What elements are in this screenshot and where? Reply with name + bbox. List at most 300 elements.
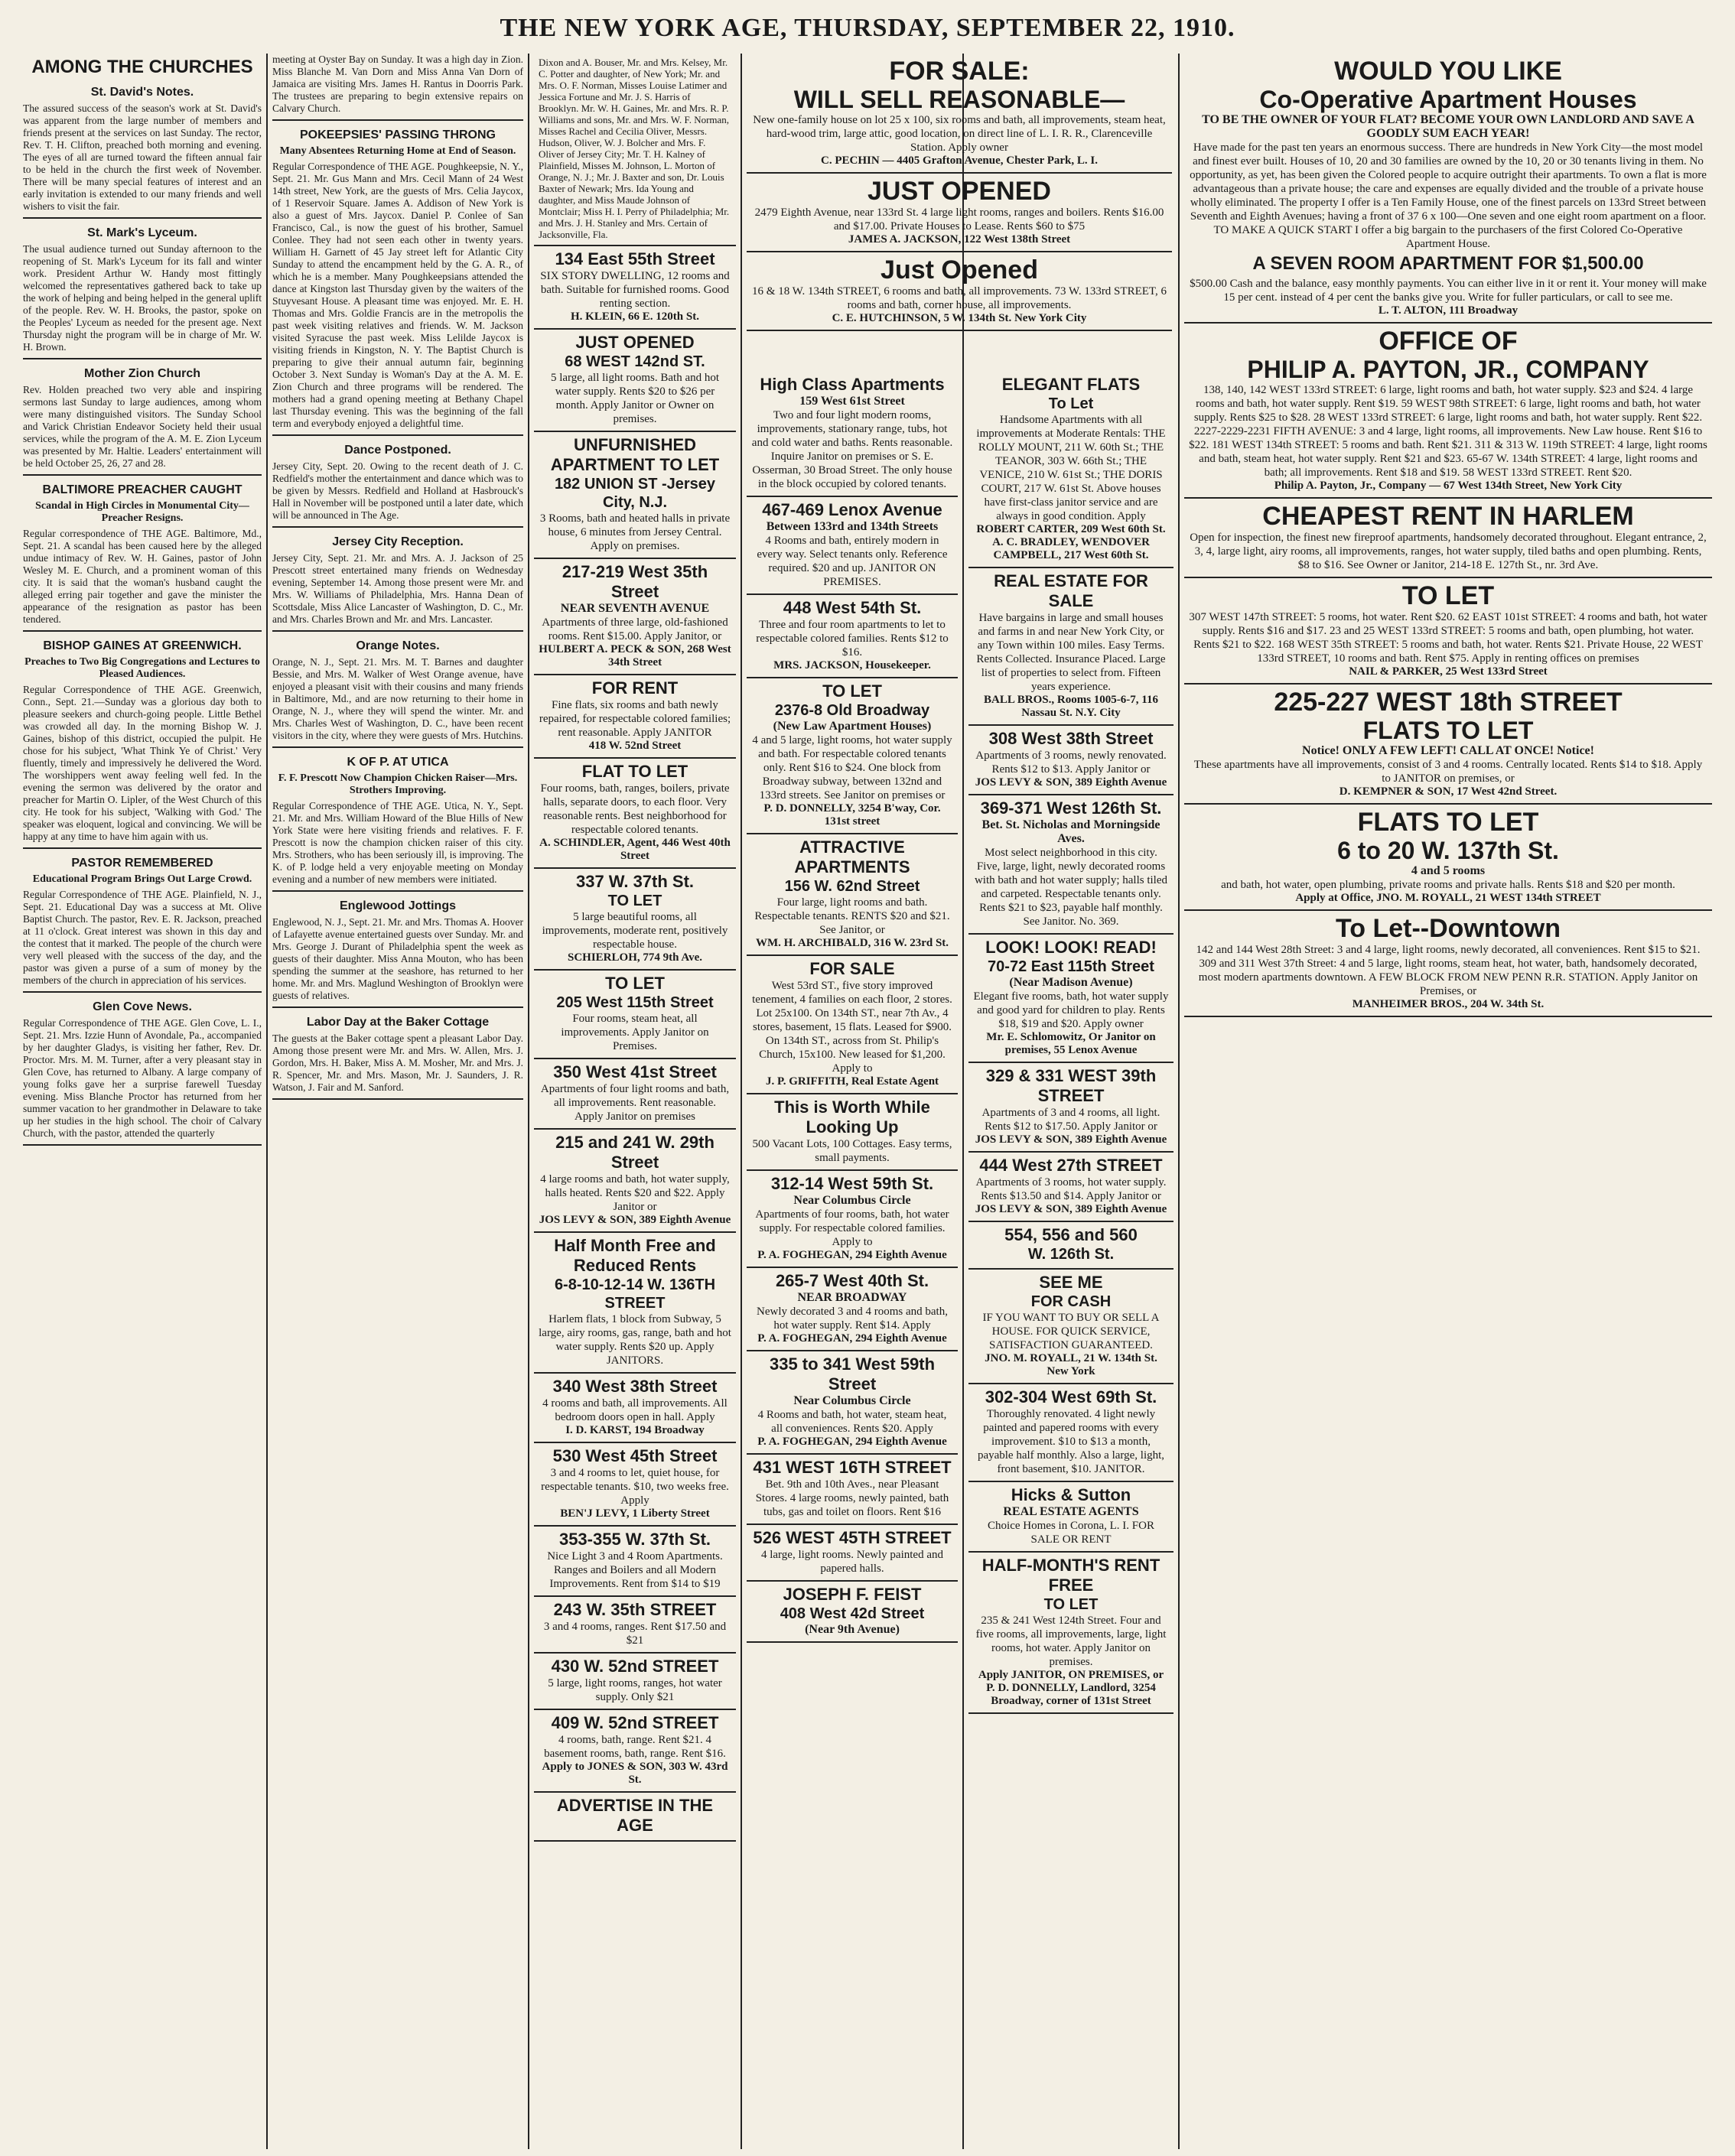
article-title: St. Mark's Lyceum. bbox=[87, 226, 197, 239]
classified-ad bbox=[747, 252, 1172, 331]
ad-title: 312-14 West 59th St. bbox=[770, 1174, 934, 1193]
ad-body: 3 and 4 rooms, ranges. Rent $17.50 and $21 bbox=[543, 1621, 727, 1647]
divider bbox=[23, 1144, 262, 1146]
ad-body: Four rooms, bath, ranges, boilers, private halls, separate doors, to each floor. Very reasonable rents. Best neighborhood for respectable colored tenants. bbox=[540, 782, 730, 836]
article-text: The guests at the Baker cottage spent a pleasant Labor Day. Among those present were Mr. and Mrs. W. Allen, Mrs. J. Gordon, Mrs. H. Baker, Miss A. M. Mosher, Mr. and Mrs. J. R. Spencer, Mr. and Mrs. Mason, Mr. J. Saunders, J. R. Watson, J. Fair and M. Sanford. bbox=[272, 1032, 523, 1093]
ad-body: 5 large beautiful rooms, all improvements, moderate rent, positively respectable house. bbox=[542, 911, 728, 951]
article-text: Jersey City, Sept. 21. Mr. and Mrs. A. J. Jackson of 25 Prescott street entertained many friends on Wednesday evening, September 14. Among those present were Mr. and Mrs. W. Williams of Philadelphia, Mrs. Hanna Dean of Scottsdale, Miss Alice Lancaster of Washington, D. C., Mr. and Mrs. Charles Brown and Mr. and Mrs. Lancaster. bbox=[272, 552, 523, 625]
ad-body: $500.00 Cash and the balance, easy monthly payments. You can either live in it or rent it. Your money will make 15 per cent. instead of 4 per cent the banks give you. Write for fuller particulars, or call to see me. bbox=[1190, 278, 1707, 304]
ad-title-2: PHILIP A. PAYTON, JR., COMPANY bbox=[1247, 356, 1649, 383]
ad-title: To Let--Downtown bbox=[1336, 914, 1561, 943]
ad-body: SIX STORY DWELLING, 12 rooms and bath. Suitable for furnished rooms. Good renting section. bbox=[540, 270, 730, 310]
divider bbox=[272, 1098, 523, 1100]
classified-ad bbox=[747, 1455, 958, 1525]
column-rule bbox=[528, 54, 529, 2149]
ad-title: 448 West 54th St. bbox=[783, 598, 922, 617]
article-subtitle: F. F. Prescott Now Champion Chicken Raiser—Mrs. Strothers Improving. bbox=[278, 772, 518, 796]
ad-title: High Class Apartments bbox=[760, 375, 945, 394]
classified-ad bbox=[1184, 911, 1712, 1017]
classified-ad bbox=[534, 869, 736, 971]
ad-agent: JOS LEVY & SON, 389 Eighth Avenue bbox=[539, 1214, 731, 1226]
classified-ad bbox=[968, 1270, 1173, 1384]
article-text: meeting at Oyster Bay on Sunday. It was a high day in Zion. Miss Blanche M. Van Dorn and Miss Anna Van Dorn of Jamaica are visiting Mrs. James H. Rantus in Doorris Park. The trustees are preparing to begin extensive repairs on Calvary Church. bbox=[272, 54, 523, 114]
ad-title-2: WILL SELL REASONABLE— bbox=[793, 86, 1125, 113]
ad-title-2: 6-8-10-12-14 W. 136TH STREET bbox=[554, 1276, 716, 1312]
classified-ad bbox=[534, 330, 736, 432]
ad-body: 142 and 144 West 28th Street: 3 and 4 large, light rooms, newly decorated, all conveniences. Rent $15 to $21. 309 and 311 West 37th Street: 4 and 5 large, light rooms, steam heat, hot water, bath, handsomely decorated, most modern apartments downtown. A FEW BLOCK FROM NEW PENN R.R. STATION. Apply Janitor on Premises, or bbox=[1196, 944, 1701, 997]
article bbox=[272, 1016, 523, 1100]
ad-body: 4 Rooms and bath, entirely modern in every way. Select tenants only. Reference required. $20 and up. JANITOR ON PREMISES. bbox=[757, 535, 948, 588]
ad-agent: JOS LEVY & SON, 389 Eighth Avenue bbox=[975, 776, 1167, 789]
classified-ad bbox=[968, 795, 1173, 935]
classified-ad bbox=[534, 1710, 736, 1793]
ad-agent: L. T. ALTON, 111 Broadway bbox=[1378, 304, 1519, 317]
ad-title-2: TO LET bbox=[607, 893, 662, 909]
ad-body: IF YOU WANT TO BUY OR SELL A HOUSE. FOR QUICK SERVICE, SATISFACTION GUARANTEED. bbox=[982, 1312, 1160, 1351]
article bbox=[23, 1000, 262, 1146]
classified-ad bbox=[534, 675, 736, 759]
ad-title: JOSEPH F. FEIST bbox=[783, 1585, 922, 1604]
ad-title: This is Worth While Looking Up bbox=[774, 1098, 930, 1137]
article-text: The assured success of the season's work at St. David's was apparent from the large number of members and friends present at the services on last Sunday. The rector, Rev. T. H. Clifton, preached both morning and evening. The eyes of all are turned toward the fifteen annual fair to be held in the church the first week of November. There will be many special features of interest and an early invitation is extended to our many friends and well wishers to visit the fair. bbox=[23, 102, 262, 212]
ad-subtitle: 4 and 5 rooms bbox=[1411, 864, 1486, 877]
article-title: Labor Day at the Baker Cottage bbox=[306, 1016, 490, 1029]
article-text: The usual audience turned out Sunday afternoon to the reopening of St. Mark's Lyceum for its fall and winter work. President Arthur W. Handy most fittingly welcomed the representatives gathered back to take up the work of helping and being helped in the general uplift of the people. Rev. W. H. Brooks, the pastor, spoke on the Peoples' Lyceum as needed for the present age. Next Thursday night the program will be in charge of Mr. W. H. Brown. bbox=[23, 243, 262, 353]
article-subtitle: Many Absentees Returning Home at End of Season. bbox=[279, 145, 516, 157]
article-title: BISHOP GAINES AT GREENWICH. bbox=[43, 639, 242, 652]
column-2 bbox=[272, 54, 523, 2149]
classified-ad bbox=[534, 759, 736, 869]
ad-title: REAL ESTATE FOR SALE bbox=[994, 571, 1148, 610]
classified-ad bbox=[747, 1582, 958, 1643]
ad-agent: Apply to JONES & SON, 303 W. 43rd St. bbox=[542, 1761, 728, 1786]
ad-body: 235 & 241 West 124th Street. Four and five rooms, all improvements, large, light rooms, hot water. Apply Janitor on premises. bbox=[975, 1615, 1167, 1668]
article-title: Dance Postponed. bbox=[344, 444, 451, 457]
classified-ad bbox=[1184, 324, 1712, 499]
column-rule bbox=[962, 54, 964, 2149]
classified-ad bbox=[534, 1059, 736, 1130]
article-title: POKEEPSIES' PASSING THRONG bbox=[300, 128, 496, 141]
classified-ad bbox=[534, 1443, 736, 1527]
ad-body: and bath, hot water, open plumbing, private rooms and private halls. Rents $18 and $20 per month. bbox=[1221, 879, 1675, 891]
article-subtitle: Preaches to Two Big Congregations and Lectures to Pleased Audiences. bbox=[24, 656, 260, 680]
ad-title-2: To Let bbox=[1048, 395, 1094, 412]
ad-title: 217-219 West 35th Street bbox=[562, 562, 708, 601]
ad-body: Fine flats, six rooms and bath newly repaired, for respectable colored families; rent reasonable. Apply JANITOR bbox=[539, 699, 731, 739]
ad-title-2: 408 West 42d Street bbox=[780, 1605, 925, 1622]
ad-title-2: 205 West 115th Street bbox=[556, 994, 714, 1011]
divider bbox=[272, 746, 523, 748]
ad-body: 138, 140, 142 WEST 133rd STREET: 6 large, light rooms and bath, hot water supply. $23 and $24. 4 large rooms and bath, hot water supply. Rent $19. 59 WEST 98th STREET: 6 large, light rooms and bath, hot water supply. Rents $25 to $28. 28 WEST 133rd STREET: 6 large, light rooms and bath, hot water supply. Rent $22. 2227-2229-2231 FIFTH AVENUE: 3 and 4 large, light rooms, all improvements. New Law house. Rent $16 to $22. 181 WEST 134th STREET: 5 rooms and bath. Rent $21. 311 & 313 W. 119th STREET: 4 large, light rooms and bath, steam heat, hot water supply. Rent $21 and $23. 65-67 W. 134th STREET: 4 large, light rooms and bath; all improvements. Rent $18 and $19. 58 WEST 133rd STREET. Rent $20. bbox=[1189, 384, 1707, 479]
ad-body: 4 rooms, bath, range. Rent $21. 4 basement rooms, bath, range. Rent $16. bbox=[544, 1734, 726, 1760]
article bbox=[272, 128, 523, 436]
ad-title-2: 156 W. 62nd Street bbox=[784, 878, 920, 895]
ad-body: 4 Rooms and bath, hot water, steam heat, all conveniences. Rents $20. Apply bbox=[757, 1409, 947, 1435]
classified-ad bbox=[747, 1268, 958, 1351]
article-text: Regular Correspondence of THE AGE. Plainfield, N. J., Sept. 21. Educational Day was a success at Mt. Olive Baptist Church. The pastor, Rev. E. R. Jackson, preached at 11 o'clock. Great interest was shown in this day and the contest that it marked. The people of the church were very well pleased with the success of the day, and the pastor was given a purse of a sum of money by the members of the church in appreciation of his services. bbox=[23, 889, 262, 986]
ad-agent: NAIL & PARKER, 25 West 133rd Street bbox=[1349, 665, 1548, 678]
divider bbox=[272, 630, 523, 632]
classified-ad bbox=[747, 1094, 958, 1171]
ad-body: 3 Rooms, bath and heated halls in private house, 6 minutes from Jersey Central. Apply on premises. bbox=[539, 512, 731, 552]
classified-ad bbox=[747, 956, 958, 1094]
article bbox=[23, 86, 262, 219]
classified-ad bbox=[968, 1153, 1173, 1222]
ad-subtitle: (Near Madison Avenue) bbox=[1009, 976, 1133, 989]
classified-ad bbox=[1184, 805, 1712, 911]
ad-body: Four large, light rooms and bath. Respectable tenants. RENTS $20 and $21. See Janitor, or bbox=[754, 896, 950, 936]
ad-agent: P. A. FOGHEGAN, 294 Eighth Avenue bbox=[757, 1332, 947, 1345]
ad-body: Four rooms, steam heat, all improvements. Apply Janitor on Premises. bbox=[561, 1013, 709, 1052]
ad-agent: HULBERT A. PECK & SON, 268 West 34th Street bbox=[539, 643, 731, 668]
ad-title: 530 West 45th Street bbox=[552, 1446, 718, 1465]
ad-title: 337 W. 37th St. bbox=[575, 872, 695, 891]
ad-title: TO LET bbox=[1401, 581, 1495, 610]
classified-ad bbox=[968, 1384, 1173, 1482]
ad-agent: Philip A. Payton, Jr., Company — 67 West 134th Street, New York City bbox=[1274, 480, 1623, 492]
divider bbox=[23, 847, 262, 849]
article-text: Englewood, N. J., Sept. 21. Mr. and Mrs. Thomas A. Hoover of Lafayette avenue entertained guests over Sunday. Mr. and Mrs. George J. Durant of Philadelphia spent the week as guests of their daughter. Miss Anna Mouton, who has been spending the summer at the seashore, has returned to her home. Mr. and Mrs. Maglund Weshington of Brooklyn were guests of relatives. bbox=[272, 916, 523, 1001]
ad-agent: H. KLEIN, 66 E. 120th St. bbox=[571, 311, 699, 323]
article-text: Regular Correspondence of THE AGE. Glen Cove, L. I., Sept. 21. Mrs. Izzie Hunn of Avondale, Pa., accompanied by her daughter Gladys, is visiting her father, Rev. Dr. Proctor. Mrs. M. M. Turner, after a very pleasant stay in Glen Cove, has returned to Albany. A large company of young folks gave her a surprise farewell Tuesday evening. Miss Blanche Proctor has returned from her summer vacation to her grandmother in Delaware to take up her studies in the high school. The choir of Calvary Church, with the pastor, attended the quarterly bbox=[23, 1017, 262, 1139]
ad-agent: P. D. DONNELLY, 3254 B'way, Cor. 131st street bbox=[763, 802, 941, 828]
article-title: Orange Notes. bbox=[356, 639, 440, 652]
ad-title: 350 West 41st Street bbox=[553, 1062, 717, 1081]
article-subtitle: Educational Program Brings Out Large Crowd. bbox=[32, 873, 252, 885]
ad-body: 500 Vacant Lots, 100 Cottages. Easy terms, small payments. bbox=[752, 1138, 952, 1164]
ad-title: FOR RENT bbox=[591, 678, 679, 698]
ad-title-2: FOR CASH bbox=[1030, 1293, 1112, 1310]
classified-ad bbox=[968, 1482, 1173, 1553]
article-text: Regular Correspondence of THE AGE. Greenwich, Conn., Sept. 21.—Sunday was a glorious day both to pleasure seekers and church-going people. Little Bethel was crowded all day. In the morning Bishop W. J. Gaines, bishop of this district, occupied the pulpit. He chose for his subject, 'What Think Ye of Christ.' Very fluently, timely and impressively he delivered the Word. The worshippers went away feeling well fed. In the evening the sermon was delivered by the orator and preacher for Martin O. Lipler, of the West Church of this city. He took for his subject, 'Walking with God.' The speaker was eloquent, logical and convincing. We will be happy at any time to have him again with us. bbox=[23, 684, 262, 842]
ad-agent: JNO. M. ROYALL, 21 W. 134th St. New York bbox=[985, 1352, 1157, 1377]
column-3 bbox=[534, 54, 736, 2149]
ad-body: These apartments have all improvements, consist of 3 and 4 rooms. Centrally located. Rents $14 to $18. Apply to JANITOR on premises, or bbox=[1193, 759, 1703, 785]
section-title: AMONG THE CHURCHES bbox=[31, 57, 253, 77]
ad-body: Harlem flats, 1 block from Subway, 5 large, airy rooms, gas, range, bath and hot water supply. Rents $20 up. Apply JANITORS. bbox=[539, 1313, 731, 1367]
divider bbox=[272, 890, 523, 892]
column-4-top bbox=[747, 54, 1172, 367]
classified-ad bbox=[747, 54, 1172, 174]
classified-ad bbox=[747, 497, 958, 595]
classified-ad bbox=[534, 1233, 736, 1374]
ad-title: FOR SALE: bbox=[889, 57, 1030, 86]
classified-ad bbox=[968, 935, 1173, 1063]
article-title: Englewood Jottings bbox=[340, 899, 456, 912]
article bbox=[272, 54, 523, 121]
article-text: Orange, N. J., Sept. 21. Mrs. M. T. Barnes and daughter Bessie, and Mrs. M. Walker of West Orange avenue, have enjoyed a pleasant visit with their cousins and many friends in Baltimore, Md., and are now returning to their home in Orange, N. J., where they will spend the winter. Mr. and Mrs. Charles West of Washington, D. C., have been recent visitors in the city, where they were guests of Mrs. Hutchins. bbox=[272, 656, 523, 741]
ad-title: JUST OPENED bbox=[868, 177, 1051, 206]
article-text: Regular Correspondence of THE AGE. Poughkeepsie, N. Y., Sept. 21. Mr. Gus Mann and Mrs. Cecil Mann of 24 West 14th street, New York, are the guests of Mrs. Celia Jaycox, of 1 Reservoir Square. James A. Addison of New York is also a guest of Mrs. Jaycox. Daniel P. Conlee of San Francisco, Cal., is now the guest of his brother, Samuel Conlee. They had not seen each other in twenty years. William H. Garnett of 45 Jay street left for Atlantic City Sunday to attend the encampment held by the G. A. R., of which he is a member. Many Poughkeepsians attended the dance at Kingston last Thursday given by the waiters of the Stuyvesant House. A pleasant time was enjoyed. Mr. E. H. Thomas and Mrs. Goldie Francis are in the metropolis the past week visiting relatives and friends. W. M. Jackson visited Syracuse the past week. Miss Lelilde Jaycox is visiting friends in Kingston, N. Y. The Baptist Church is preparing to give their annual autumn fair, beginning October 3. Next Sunday is Woman's Day at the A. M. E. Zion Church and three programs will be rendered. The mothers had a grand opening meeting at Bethany Chapel last Thursday evening. This was the beginning of the fall term and everybody enjoyed a delightful time. bbox=[272, 161, 523, 429]
ad-title-2: 70-72 East 115th Street bbox=[988, 958, 1154, 975]
ad-title: ATTRACTIVE APARTMENTS bbox=[794, 837, 910, 876]
classified-ad bbox=[968, 568, 1173, 726]
classified-ad bbox=[968, 372, 1173, 568]
ad-subtitle: NEAR SEVENTH AVENUE bbox=[560, 602, 710, 615]
ad-agent: BALL BROS., Rooms 1005-6-7, 116 Nassau St. N.Y. City bbox=[984, 694, 1158, 719]
column-6 bbox=[1184, 54, 1712, 2149]
classified-ad bbox=[747, 834, 958, 956]
classified-ad bbox=[534, 1130, 736, 1233]
ad-title: 302-304 West 69th St. bbox=[985, 1387, 1157, 1406]
article-title: Mother Zion Church bbox=[84, 367, 200, 380]
classified-ad bbox=[968, 1553, 1173, 1714]
divider bbox=[23, 217, 262, 219]
ad-agent: P. A. FOGHEGAN, 294 Eighth Avenue bbox=[757, 1436, 947, 1448]
classified-ad bbox=[1184, 578, 1712, 685]
ad-agent: 418 W. 52nd Street bbox=[588, 740, 682, 752]
classified-ad bbox=[534, 1527, 736, 1597]
article-title: PASTOR REMEMBERED bbox=[71, 857, 213, 870]
classified-ad bbox=[747, 1525, 958, 1582]
ad-title: 554, 556 and 560 bbox=[1004, 1225, 1138, 1244]
ad-subtitle: (New Law Apartment Houses) bbox=[773, 720, 932, 733]
ad-title: 340 West 38th Street bbox=[552, 1377, 718, 1396]
ad-title-2: W. 126th St. bbox=[1027, 1246, 1115, 1263]
ad-body: 5 large, light rooms, ranges, hot water supply. Only $21 bbox=[548, 1677, 722, 1703]
ad-body: Elegant five rooms, bath, hot water supply and good yard for children to play. Rents $18, $19 and $20. Apply owner bbox=[973, 990, 1169, 1030]
ad-body: Most select neighborhood in this city. Five, large, light, newly decorated rooms with bath and hot water supply; halls tiled and carpeted. Respectable tenants only. Rents $21 to $23, payable half monthly. See Janitor. No. 369. bbox=[974, 847, 1168, 928]
classified-ad bbox=[747, 174, 1172, 252]
ad-subtitle: (Near 9th Avenue) bbox=[805, 1623, 900, 1636]
ad-title: SEE ME bbox=[1039, 1273, 1103, 1292]
ad-agent: P. A. FOGHEGAN, 294 Eighth Avenue bbox=[757, 1249, 947, 1261]
ad-title: TO LET bbox=[605, 974, 665, 993]
ad-body: Handsome Apartments with all improvements at Moderate Rentals: THE ROLLY MOUNT, 211 W. 60th St.; THE TEANOR, 303 W. 66th St.; THE VENICE, 210 W. 61st St.; THE DORIS COURT, 217 W. 61st St. Above houses have first-class janitor service and are always in good condition. Apply bbox=[976, 414, 1166, 522]
ad-title-2: 6 to 20 W. 137th St. bbox=[1337, 837, 1559, 864]
ad-agent: MANHEIMER BROS., 204 W. 34th St. bbox=[1352, 998, 1545, 1010]
ad-title: 369-371 West 126th St. bbox=[980, 798, 1162, 818]
ad-title: WOULD YOU LIKE bbox=[1334, 57, 1562, 86]
ad-title: FLATS TO LET bbox=[1357, 808, 1539, 837]
ad-title: JUST OPENED bbox=[575, 333, 695, 352]
column-4 bbox=[747, 372, 958, 2149]
ad-agent: I. D. KARST, 194 Broadway bbox=[565, 1424, 705, 1436]
ad-body: 4 large rooms and bath, hot water supply, halls heated. Rents $20 and $22. Apply Janitor or bbox=[540, 1173, 730, 1213]
classified-ad bbox=[747, 1351, 958, 1455]
article bbox=[23, 226, 262, 359]
ad-subtitle: 159 West 61st Street bbox=[799, 395, 905, 408]
ad-title: 430 W. 52nd STREET bbox=[551, 1657, 719, 1676]
article-text: Regular Correspondence of THE AGE. Utica, N. Y., Sept. 21. Mr. and Mrs. William Howard of the Blue Hills of New York State were here visiting friends and relatives. F. F. Prescott is now the champion chicken raiser of this city. Mrs. Strothers, who has been seriously ill, is improving. The K. of P. lodge held a very enjoyable meeting on Monday evening and a number of new members were initiated. bbox=[272, 800, 523, 885]
classified-ad bbox=[1184, 499, 1712, 578]
classified-ad bbox=[534, 246, 736, 330]
ad-body: Thoroughly renovated. 4 light newly painted and papered rooms with every improvement. $10 to $13 a month, payable half monthly. Also a large, light, front basement, $10. JANITOR. bbox=[977, 1408, 1165, 1475]
ad-body: 3 and 4 rooms to let, quiet house, for respectable tenants. $10, two weeks free. Apply bbox=[541, 1467, 729, 1507]
ad-title: 335 to 341 West 59th Street bbox=[769, 1354, 936, 1393]
ad-subtitle: NEAR BROADWAY bbox=[797, 1291, 907, 1304]
ad-agent: D. KEMPNER & SON, 17 West 42nd Street. bbox=[1339, 785, 1558, 798]
ad-body: Three and four room apartments to let to respectable colored families. Rents $12 to $16. bbox=[756, 619, 949, 659]
ad-title: HALF-MONTH'S RENT FREE bbox=[981, 1556, 1160, 1595]
article-title: K OF P. AT UTICA bbox=[347, 756, 449, 769]
ad-agent: SCHIERLOH, 774 9th Ave. bbox=[568, 951, 702, 964]
ad-agent: WM. H. ARCHIBALD, 316 W. 23rd St. bbox=[755, 937, 949, 949]
ad-agent: BEN'J LEVY, 1 Liberty Street bbox=[560, 1507, 710, 1520]
divider bbox=[272, 526, 523, 528]
article bbox=[272, 444, 523, 528]
ad-title-2: 182 UNION ST -Jersey City, N.J. bbox=[554, 476, 716, 511]
article-text: Jersey City, Sept. 20. Owing to the recent death of J. C. Redfield's mother the entertainment and dance which was to be given by Messrs. Redfield and Holland at Hasbrouck's Hall in November will be postponed until a later date, which will be announced in The Age. bbox=[272, 460, 523, 521]
ad-title: 243 W. 35th STREET bbox=[553, 1600, 717, 1619]
ad-title: FOR SALE bbox=[809, 959, 895, 978]
divider bbox=[272, 1006, 523, 1008]
divider bbox=[272, 119, 523, 121]
ad-subtitle: Near Columbus Circle bbox=[793, 1194, 911, 1207]
column-rule bbox=[266, 54, 268, 2149]
ad-title: 225-227 WEST 18th STREET bbox=[1274, 688, 1623, 717]
ad-agent: Apply JANITOR, ON PREMISES, or P. D. DONNELLY, Landlord, 3254 Broadway, corner of 131st Street bbox=[978, 1669, 1164, 1707]
article bbox=[272, 639, 523, 748]
ad-title: 215 and 241 W. 29th Street bbox=[555, 1133, 715, 1172]
article-title: St. David's Notes. bbox=[90, 86, 194, 99]
classified-ad bbox=[534, 1793, 736, 1842]
classified-ad bbox=[534, 971, 736, 1059]
ad-body: 16 & 18 W. 134th STREET, 6 rooms and bath, all improvements. 73 W. 133rd STREET, 6 rooms and bath, corner house, all improvements. bbox=[752, 285, 1167, 311]
ad-body: Apartments of four light rooms and bath, all improvements. Rent reasonable. Apply Janitor on premises bbox=[540, 1083, 730, 1123]
classified-ad bbox=[534, 1597, 736, 1654]
ad-body: 2479 Eighth Avenue, near 133rd St. 4 large light rooms, ranges and boilers. Rents $16.00 and $17.00. Private Houses to Lease. Rents $60 to $75 bbox=[754, 206, 1164, 233]
ad-title: OFFICE OF bbox=[1379, 327, 1518, 356]
ad-title: CHEAPEST RENT IN HARLEM bbox=[1262, 502, 1634, 531]
article bbox=[272, 756, 523, 892]
ad-body: Apartments of four rooms, bath, hot water supply. For respectable colored families. Apply to bbox=[755, 1208, 949, 1248]
ad-agent: JAMES A. JACKSON, 122 West 138th Street bbox=[848, 233, 1071, 246]
column-rule bbox=[741, 54, 742, 2149]
ad-title: 431 WEST 16TH STREET bbox=[753, 1458, 952, 1477]
classified-ad bbox=[534, 1374, 736, 1443]
divider bbox=[272, 434, 523, 436]
ad-subtitle: Bet. St. Nicholas and Morningside Aves. bbox=[981, 818, 1160, 845]
ad-title: 444 West 27th STREET bbox=[979, 1156, 1163, 1175]
ad-body: 307 WEST 147th STREET: 5 rooms, hot water. Rent $20. 62 EAST 101st STREET: 4 rooms and bath, hot water supply. Rents $16 and $17. 23 and 25 WEST 133rd STREET: 5 rooms and bath, open plumbing, hot water. Rents $21 to $22. 168 WEST 35th STREET: 5 rooms and bath, hot water. Rents $21. Private House, 22 WEST 133rd STREET, 10 rooms and bath. Rent $75. Apply in renting offices on premises bbox=[1189, 611, 1707, 665]
ad-title: 265-7 West 40th St. bbox=[775, 1271, 929, 1290]
ad-body: 5 large, all light rooms. Bath and hot water supply. Rents $20 to $26 per month. Apply Janitor or Owner on premises. bbox=[550, 372, 720, 425]
ad-title: 409 W. 52nd STREET bbox=[551, 1713, 719, 1732]
ad-body: 4 large, light rooms. Newly painted and papered halls. bbox=[760, 1549, 943, 1575]
ad-title: Half Month Free and Reduced Rents bbox=[554, 1236, 716, 1275]
ad-agent: JOS LEVY & SON, 389 Eighth Avenue bbox=[975, 1203, 1167, 1215]
ad-body: Bet. 9th and 10th Aves., near Pleasant Stores. 4 large rooms, newly painted, bath tubs, gas and toilet on floors. Rent $16 bbox=[755, 1478, 949, 1518]
ad-agent: Mr. E. Schlomowitz, Or Janitor on premises, 55 Lenox Avenue bbox=[986, 1031, 1156, 1056]
ad-title: UNFURNISHED APARTMENT TO LET bbox=[550, 435, 720, 474]
classified-ad bbox=[534, 432, 736, 559]
classified-ad bbox=[534, 559, 736, 675]
ad-body: Apartments of 3 rooms, hot water supply. Rents $13.50 and $14. Apply Janitor or bbox=[975, 1176, 1167, 1202]
ad-title: 308 West 38th Street bbox=[988, 729, 1154, 748]
ad-headline: A SEVEN ROOM APARTMENT FOR $1,500.00 bbox=[1252, 253, 1644, 274]
article bbox=[23, 483, 262, 632]
classified-ad bbox=[747, 1171, 958, 1268]
ad-subtitle: Near Columbus Circle bbox=[793, 1394, 911, 1407]
ad-title: 526 WEST 45TH STREET bbox=[753, 1528, 952, 1547]
ad-body: 4 rooms and bath, all improvements. All bedroom doors open in hall. Apply bbox=[542, 1397, 728, 1423]
divider bbox=[23, 474, 262, 476]
ad-title: 134 East 55th Street bbox=[555, 249, 715, 268]
ad-subtitle: Between 133rd and 134th Streets bbox=[766, 520, 939, 533]
ad-body: Nice Light 3 and 4 Room Apartments. Ranges and Boilers and all Modern Improvements. Rent from $14 to $19 bbox=[547, 1550, 723, 1590]
ad-title: 467-469 Lenox Avenue bbox=[762, 500, 942, 519]
article bbox=[272, 899, 523, 1008]
ad-title: Just Opened bbox=[881, 255, 1038, 285]
ad-body: Choice Homes in Corona, L. I. FOR SALE OR RENT bbox=[988, 1520, 1154, 1546]
article-title: BALTIMORE PREACHER CAUGHT bbox=[42, 483, 243, 496]
ad-agent: MRS. JACKSON, Housekeeper. bbox=[773, 659, 931, 672]
article-subtitle: Scandal in High Circles in Monumental City—Preacher Resigns. bbox=[35, 500, 249, 524]
ad-agent: JOS LEVY & SON, 389 Eighth Avenue bbox=[975, 1133, 1167, 1146]
masthead: THE NEW YORK AGE, THURSDAY, SEPTEMBER 22, 1910. bbox=[500, 14, 1235, 42]
divider bbox=[23, 358, 262, 359]
ad-body: Two and four light modern rooms, improvements, stationary range, tubs, hot and cold water and baths. Rents reasonable. Inquire Janitor on premises or S. E. Osserman, 30 Broad Street. The only house in the block occupied by colored tenants. bbox=[751, 409, 953, 490]
ad-body: Have made for the past ten years an enormous success. There are hundreds in New York City—the most model and finest ever built. Houses of 10, 20 and 30 families are owned by the 10, 20 or 30 tenants living in them. No opportunity, as yet, has been given the Colored people to acquire outright their apartments. To own a flat is more advantageous than a private house; the care and expenses are equally divided and the trouble of a private house wholly eliminated. The property I offer is a Ten Family House, one of the finest parcels on 133rd Street between Seventh and Eighth Avenues; having a front of 37 6 x 100—One seven and one eight room apartment on a floor. TO MAKE A QUICK START I offer a big bargain to the purchasers of the first Colored Co-Operative Apartment House. bbox=[1190, 141, 1707, 250]
ad-title: ELEGANT FLATS bbox=[1001, 375, 1141, 394]
classified-ad bbox=[968, 1063, 1173, 1153]
divider bbox=[23, 630, 262, 632]
article-text: Regular correspondence of THE AGE. Baltimore, Md., Sept. 21. A scandal has been caused here by the alleged undue intimacy of Rev. W. H. Gaines, pastor of John Wesley M. E. Church, and a prominent woman of this city. It is said that the woman's husband caught the alleged erring pair together and gave the minister the appearance of the resignation as pastor has been tendered. bbox=[23, 528, 262, 625]
ad-title: 353-355 W. 37th St. bbox=[558, 1530, 711, 1549]
divider bbox=[23, 991, 262, 993]
ad-agent: C. E. HUTCHINSON, 5 W. 134th St. New York City bbox=[832, 312, 1087, 324]
ad-title: FLAT TO LET bbox=[581, 762, 688, 781]
ad-body: Apartments of 3 and 4 rooms, all light. Rents $12 to $17.50. Apply Janitor or bbox=[981, 1107, 1160, 1133]
ad-agent: ROBERT CARTER, 209 West 60th St. A. C. BRADLEY, WENDOVER CAMPBELL, 217 West 60th St. bbox=[976, 523, 1166, 561]
ad-title-2: FLATS TO LET bbox=[1362, 717, 1534, 744]
classified-ad bbox=[968, 726, 1173, 795]
ad-agent: Apply at Office, JNO. M. ROYALL, 21 WEST 134th STREET bbox=[1295, 892, 1601, 904]
ad-title-2: Co-Operative Apartment Houses bbox=[1259, 86, 1637, 113]
column-1 bbox=[23, 54, 262, 2149]
classified-ad bbox=[747, 678, 958, 834]
article bbox=[23, 639, 262, 849]
ad-body: Apartments of three large, old-fashioned rooms. Rent $15.00. Apply Janitor, or bbox=[542, 616, 728, 642]
ad-body: Newly decorated 3 and 4 rooms and bath, hot water supply. Rent $14. Apply bbox=[757, 1306, 948, 1332]
article-title: Jersey City Reception. bbox=[332, 535, 464, 548]
ad-body: West 53rd ST., five story improved tenement, 4 families on each floor, 2 stores. Lot 25x100. On 134th ST., near 7th Av., 4 stores, basement, 15 flats. Leased for $900. On 134th ST., across from St. Philip's Church, 15x100. New leased for $1,200. Apply to bbox=[752, 980, 952, 1075]
column-rule bbox=[1178, 54, 1180, 2149]
ad-title-2: TO LET bbox=[1043, 1596, 1099, 1613]
classified-ad bbox=[747, 372, 958, 497]
ad-body: 4 and 5 large, light rooms, hot water supply and bath. For respectable colored tenants only. Rent $16 to $24. One block from Broadway subway, between 132nd and 133rd streets. See Janitor on premises or bbox=[752, 734, 952, 802]
classified-ad bbox=[968, 1222, 1173, 1270]
ad-agent: C. PECHIN — 4405 Grafton Avenue, Chester Park, L. I. bbox=[821, 154, 1098, 167]
article bbox=[272, 535, 523, 632]
column-5 bbox=[968, 372, 1173, 2149]
ad-title: Hicks & Sutton bbox=[1011, 1485, 1131, 1504]
ad-title: TO LET bbox=[822, 681, 882, 701]
article-title: Glen Cove News. bbox=[93, 1000, 192, 1013]
article bbox=[23, 857, 262, 993]
ad-title-2: 2376-8 Old Broadway bbox=[774, 702, 930, 719]
ad-title: LOOK! LOOK! READ! bbox=[985, 938, 1157, 957]
ad-body: Open for inspection, the finest new fireproof apartments, handsomely decorated throughout. Elegant entrance, 2, 3, 4, large light, airy rooms, all improvements, ranges, hot water supply, tiled baths and open plumbing. Rents, $8 to $16. See Owner or Janitor, 214-18 E. 127th St., nr. 3rd Ave. bbox=[1190, 532, 1707, 571]
ad-title-2: 68 WEST 142nd ST. bbox=[565, 353, 705, 370]
ad-body: Have bargains in large and small houses and farms in and near New York City, or any Town within 100 miles. Easy Terms. Rents Collected. Insurance Placed. Large list of properties to select from. Fifteen years experience. bbox=[976, 612, 1166, 693]
classified-ad bbox=[534, 1654, 736, 1710]
classified-ad bbox=[534, 54, 736, 246]
classified-ad bbox=[747, 595, 958, 678]
classified-ad bbox=[1184, 685, 1712, 805]
article bbox=[23, 367, 262, 476]
ad-body: New one-family house on lot 25 x 100, six rooms and bath, all improvements, steam heat, hard-wood trim, large attic, good location, on direct line of L. I. R. R., Clarenceville Station. Apply owner bbox=[753, 114, 1166, 154]
ad-subtitle: Notice! ONLY A FEW LEFT! CALL AT ONCE! Notice! bbox=[1302, 744, 1594, 757]
ad-text: Dixon and A. Bouser, Mr. and Mrs. Kelsey, Mr. C. Potter and daughter, of New York; Mr. and Mrs. O. F. Norman, Misses Louise Latimer and Jessica Fortune and Mr. J. S. Harris of Brooklyn. Mr. W. H. Gaines, Mr. and Mrs. R. P. Williams and sons, Mr. and Mrs. W. F. Norman, Misses Rachel and Cecilia Oliver, Messrs. Hudson, Oliver, W. J. Bolcher and Mrs. F. Oliver of Jersey City; Mr. T. H. Kalney of Plainfield, Misses M. Johnson, L. Morton of Orange, N. J.; Mr. J. Baxter and son, Dr. Louis Baxter of Newark; Mrs. Ida Young and daughter, and Miss Maude Johnson of Montclair; Miss H. I. Perry of Philadelphia; Mr. and Mrs. J. H. Stanley and Mrs. Certain of Jacksonville, Fla. bbox=[539, 57, 730, 240]
ad-body: Apartments of 3 rooms, newly renovated. Rents $12 to $13. Apply Janitor or bbox=[975, 750, 1167, 776]
article-text: Rev. Holden preached two very able and inspiring sermons last Sunday to large audiences, among whom were many distinguished visitors. The Sunday School and Varick Christian Endeavor Society held their usual services, while the program of the A. M. E. Zion Lyceum was presented by Mr. Haltie. Leaders' entertainment will be held October 25, 26, 27 and 28. bbox=[23, 384, 262, 469]
ad-subtitle: TO BE THE OWNER OF YOUR FLAT? BECOME YOUR OWN LANDLORD AND SAVE A GOODLY SUM EACH YEAR! bbox=[1202, 113, 1694, 140]
ad-agent: J. P. GRIFFITH, Real Estate Agent bbox=[765, 1075, 939, 1088]
ad-title: ADVERTISE IN THE AGE bbox=[556, 1796, 714, 1835]
ad-subtitle: REAL ESTATE AGENTS bbox=[1003, 1505, 1139, 1518]
